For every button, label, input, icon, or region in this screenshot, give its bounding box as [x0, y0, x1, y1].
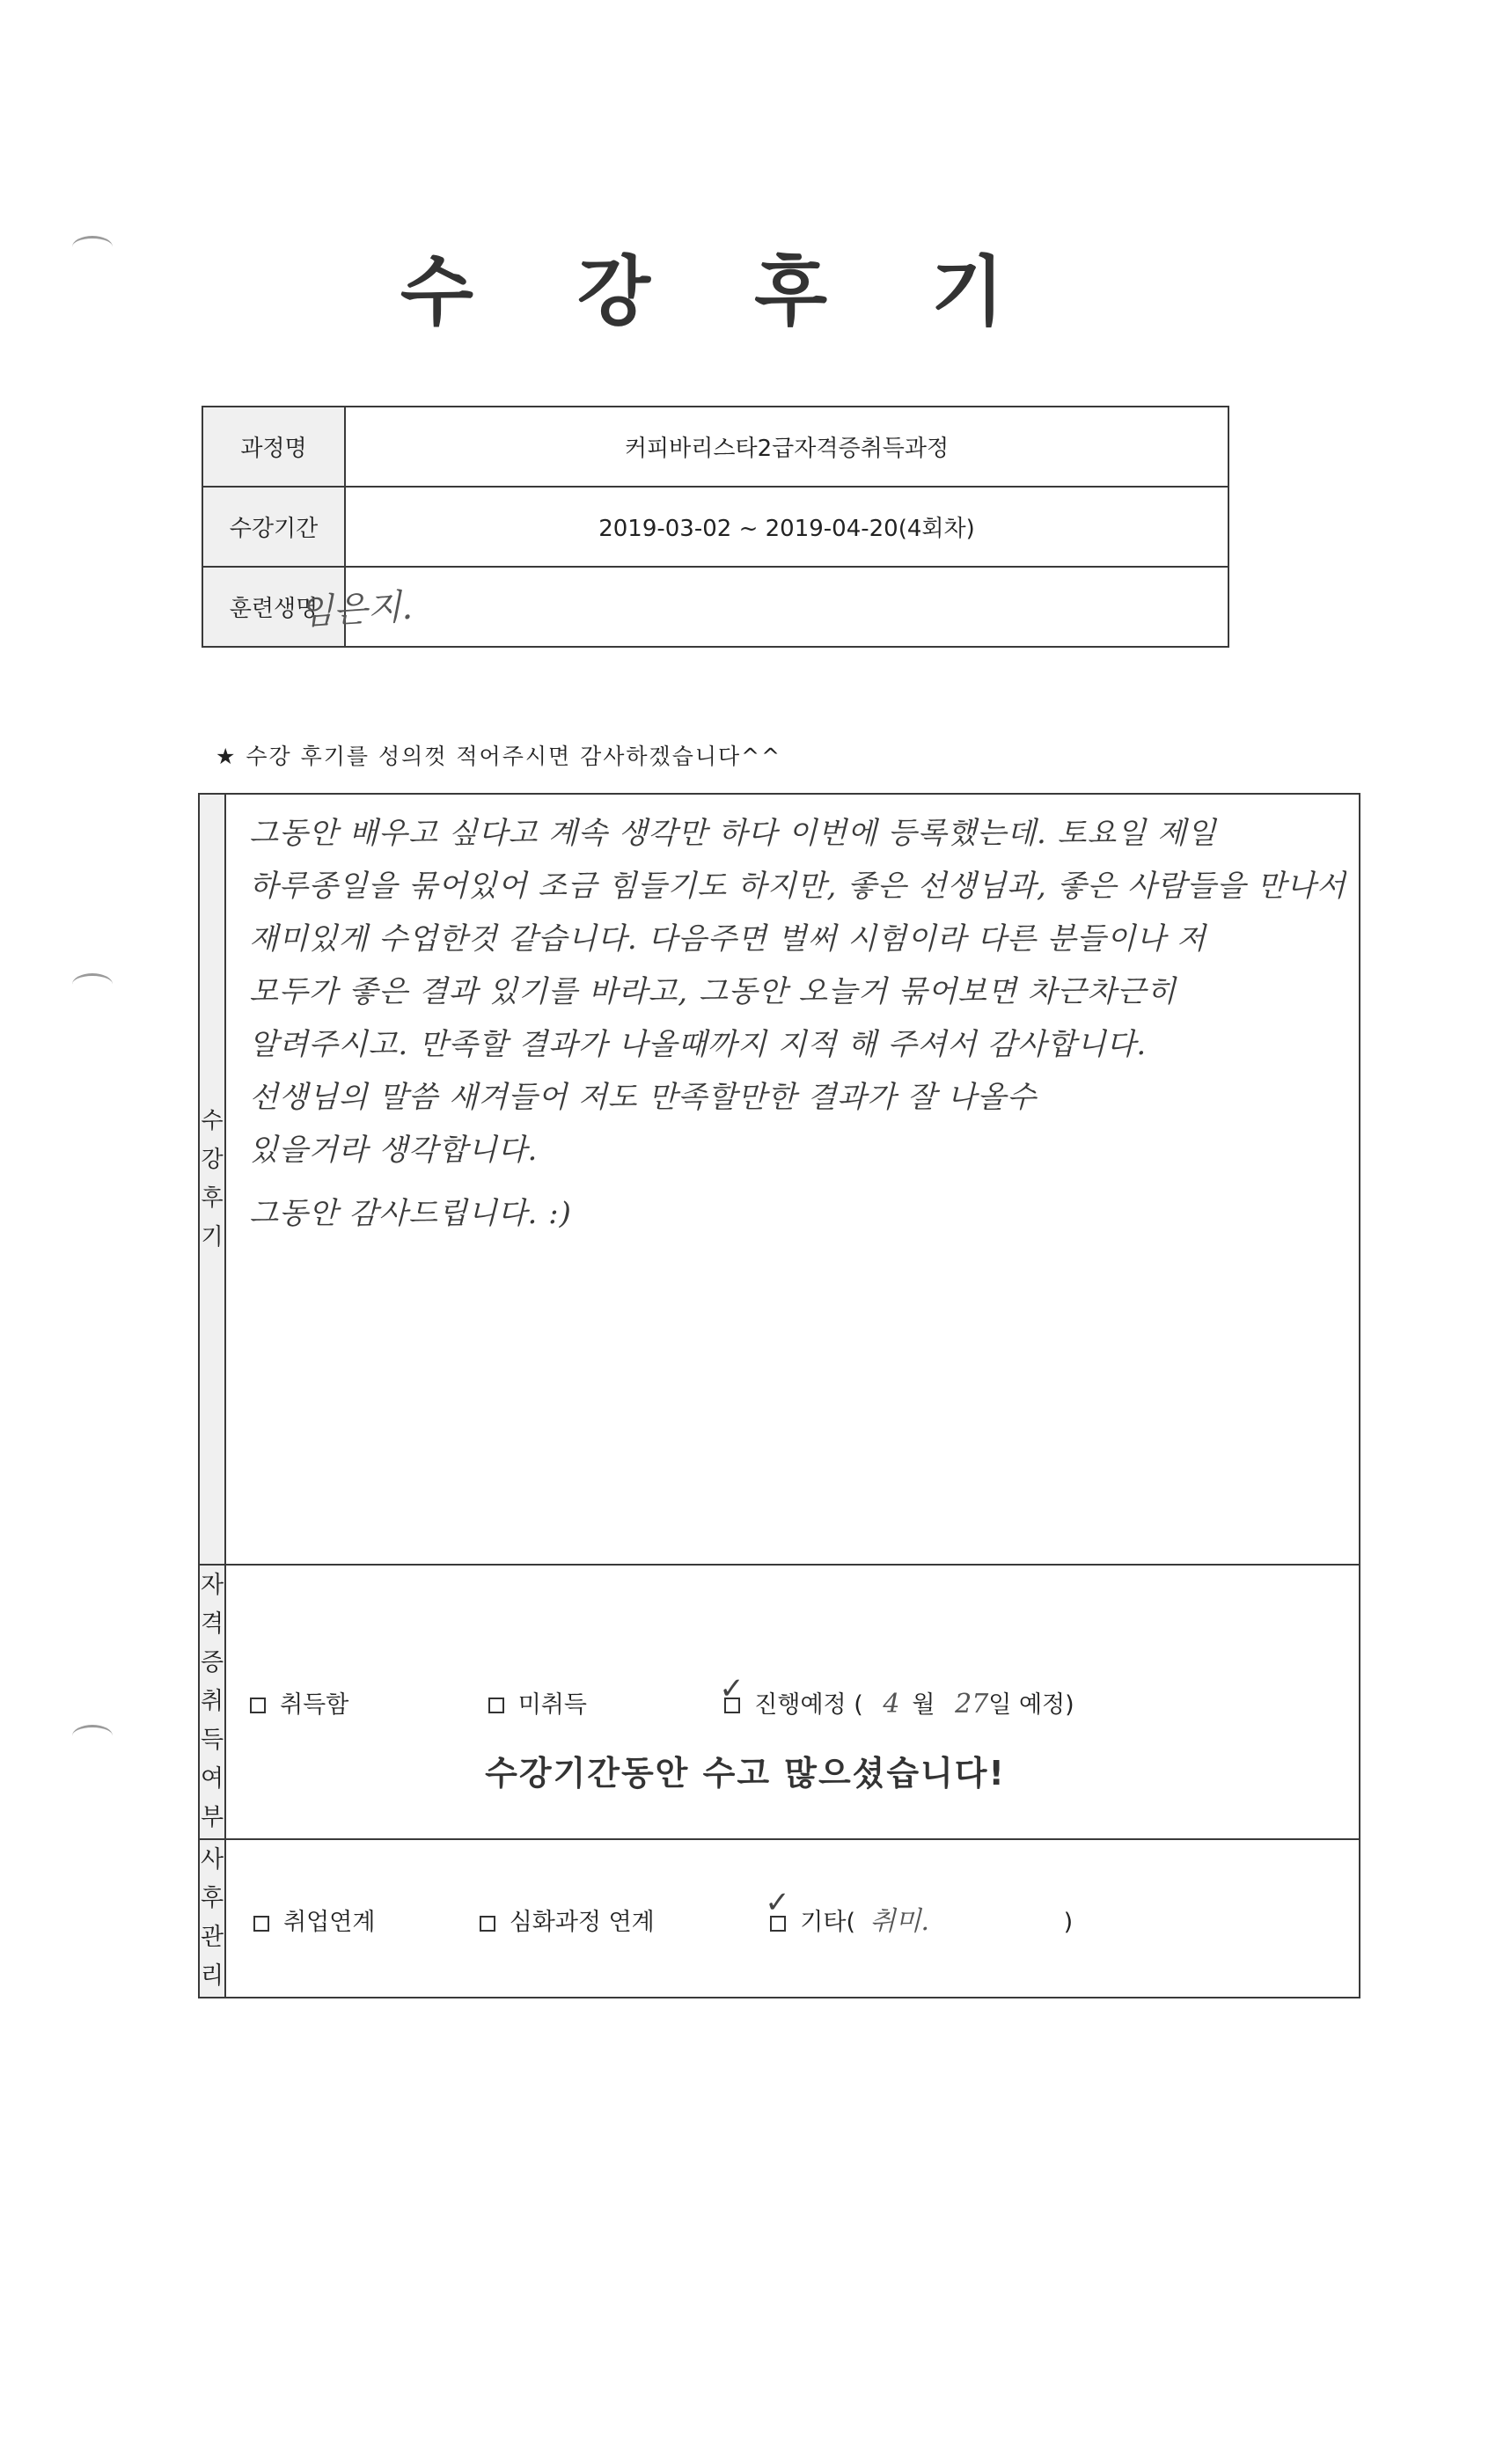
- certificate-label-line1: 자격증: [201, 1572, 224, 1676]
- planned-day: 27: [955, 1688, 989, 1720]
- period-label: 수강기간: [202, 487, 345, 567]
- review-line: 하루종일을 묶어있어 조금 힘들기도 하지만, 좋은 선생님과, 좋은 사람들을 만나서: [249, 869, 1346, 904]
- course-info-table: [202, 406, 1229, 648]
- closing-message: 수강기간동안 수고 많으셨습니다!: [485, 1754, 1006, 1793]
- aftercare-label: 사후관리: [199, 1839, 225, 1998]
- planned-month: 4: [883, 1688, 900, 1720]
- check-mark-icon: ✓: [719, 1670, 744, 1706]
- day-suffix: 일 예정): [988, 1690, 1074, 1719]
- employment-label: 취업연계: [283, 1909, 376, 1936]
- aftercare-row: [199, 1839, 1360, 1998]
- aftercare-options: [225, 1839, 1360, 1998]
- not-acquired-label: 미취득: [517, 1690, 587, 1719]
- course-label: 과정명: [202, 407, 345, 487]
- other-close-paren: ): [1063, 1909, 1074, 1936]
- review-label: 수강후기: [199, 794, 225, 1565]
- review-line: 알려주시고. 만족할 결과가 나올때까지 지적 해 주셔서 감사합니다.: [249, 1027, 1148, 1062]
- certificate-label-line2: 취득여부: [201, 1688, 224, 1831]
- advanced-course-option[interactable]: [480, 1903, 763, 1937]
- review-line: 그동안 배우고 싶다고 계속 생각만 하다 이번에 등록했는데. 토요일 제일: [249, 816, 1217, 851]
- not-acquired-checkbox[interactable]: [488, 1698, 504, 1713]
- period-value: 2019-03-02 ~ 2019-04-20(4회차): [345, 487, 1228, 567]
- review-line: 모두가 좋은 결과 있기를 바라고, 그동안 오늘거 묶어보면 차근차근히: [249, 974, 1177, 1009]
- other-option[interactable]: [765, 1885, 1074, 1938]
- period-row: [202, 487, 1228, 567]
- document-title: 수 강 후 기: [400, 248, 1044, 336]
- certificate-label: [199, 1565, 225, 1839]
- review-notice: ★ 수강 후기를 성의껏 적어주시면 감사하겠습니다^^: [216, 744, 782, 769]
- planned-option[interactable]: [719, 1670, 1074, 1720]
- planned-label: 진행예정 (: [754, 1690, 863, 1719]
- review-row: [199, 794, 1360, 1565]
- other-value: 취미.: [869, 1906, 930, 1937]
- check-mark-icon: ✓: [765, 1885, 790, 1920]
- punch-hole-mark: [72, 1725, 113, 1747]
- employment-checkbox[interactable]: [253, 1916, 269, 1932]
- review-line: 재미있게 수업한것 같습니다. 다음주면 벌써 시험이라 다른 분들이나 저: [249, 921, 1206, 957]
- review-line: 그동안 감사드립니다. :): [249, 1196, 572, 1231]
- month-unit: 월: [912, 1690, 935, 1719]
- trainee-row: [202, 567, 1228, 647]
- other-label: 기타(: [800, 1909, 855, 1936]
- certificate-row: [199, 1565, 1360, 1839]
- course-value: 커피바리스타2급자격증취득과정: [345, 407, 1228, 487]
- course-row: [202, 407, 1228, 487]
- review-line: 있을거라 생각합니다.: [249, 1133, 539, 1168]
- trainee-name-handwritten: 임은지.: [297, 586, 414, 634]
- review-table: [198, 793, 1360, 1998]
- punch-hole-mark: [72, 973, 113, 995]
- employment-option[interactable]: [253, 1903, 472, 1937]
- acquired-option[interactable]: [250, 1685, 480, 1720]
- certificate-options: [225, 1565, 1360, 1839]
- advanced-course-checkbox[interactable]: [480, 1916, 495, 1932]
- not-acquired-option[interactable]: [488, 1685, 717, 1720]
- advanced-course-label: 심화과정 연계: [509, 1909, 655, 1936]
- trainee-label: 훈련생명: [202, 567, 345, 647]
- review-text-area: [225, 794, 1360, 1565]
- acquired-label: 취득함: [280, 1690, 349, 1719]
- trainee-cell: [297, 567, 1228, 647]
- review-line: 선생님의 말씀 새겨들어 저도 만족할만한 결과가 잘 나올수: [249, 1080, 1038, 1115]
- acquired-checkbox[interactable]: [250, 1698, 266, 1713]
